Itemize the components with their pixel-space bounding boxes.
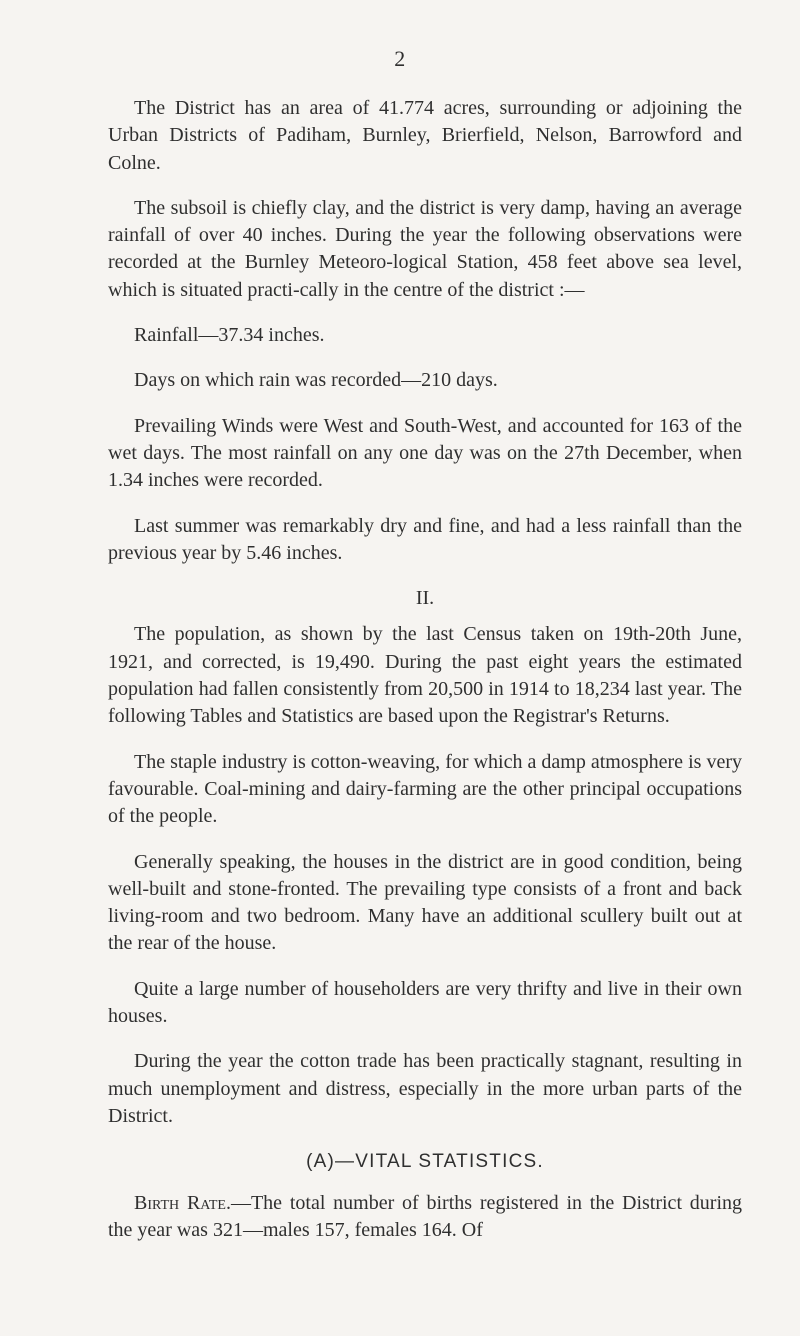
subsoil-paragraph: The subsoil is chiefly clay, and the district is very damp, having an average rainfall of over 40 inches. During the year the following observations were recorded at the Burnley Meteoro-logical Station, 458 feet above sea level, which is situated practi-cally in the centre of the district :— xyxy=(108,196,742,301)
winds-paragraph: Prevailing Winds were West and South-West, and accounted for 163 of the wet days. The most rainfall on any one day was on the 27th December, when 1.34 inches were recorded. xyxy=(108,414,742,492)
birth-rate-text: —The total number of births registered in the District during the year was 321—males 157, females 164. Of xyxy=(108,1191,742,1241)
population-paragraph: The population, as shown by the last Census taken on 19th-20th June, 1921, and corrected, is 19,490. During the past eight years the estimated population had fallen consistently from 20,500 in 1914 to 18,234 last year. The following Tables and Statistics are based upon the Registrar's Returns. xyxy=(108,623,742,728)
householders-paragraph: Quite a large number of householders are very thrifty and live in their own houses. xyxy=(108,977,742,1028)
vital-statistics-heading: (A)—VITAL STATISTICS. xyxy=(306,1151,544,1173)
rainfall-line: Rainfall—37.34 inches. xyxy=(134,324,325,347)
birth-rate-label: Birth Rate. xyxy=(134,1191,231,1214)
section-numeral: II. xyxy=(415,587,435,610)
cotton-trade-paragraph: During the year the cotton trade has been practically stagnant, resulting in much unemployment and distress, especially in the more urban parts of the District. xyxy=(108,1050,742,1127)
houses-paragraph: Generally speaking, the houses in the district are in good condition, being well-built and stone-fronted. The prevailing type consists of a front and back living-room and two bedroom. Many have an additional scullery built out at the rear of the house. xyxy=(108,850,742,955)
document-body xyxy=(108,95,742,1262)
page-number: 2 xyxy=(394,46,406,71)
industry-paragraph: The staple industry is cotton-weaving, for which a damp atmosphere is very favourable. Coal-mining and dairy-farming are the other principal occupations of the people. xyxy=(108,750,742,828)
rain-days-line: Days on which rain was recorded—210 days. xyxy=(134,369,498,392)
area-paragraph: The District has an area of 41.774 acres, surrounding or adjoining the Urban Districts of Padiham, Burnley, Brierfield, Nelson, Barrowford and Colne. xyxy=(108,97,742,174)
summer-paragraph: Last summer was remarkably dry and fine, and had a less rainfall than the previous year by 5.46 inches. xyxy=(108,514,742,564)
birth-rate-paragraph xyxy=(108,1190,742,1245)
